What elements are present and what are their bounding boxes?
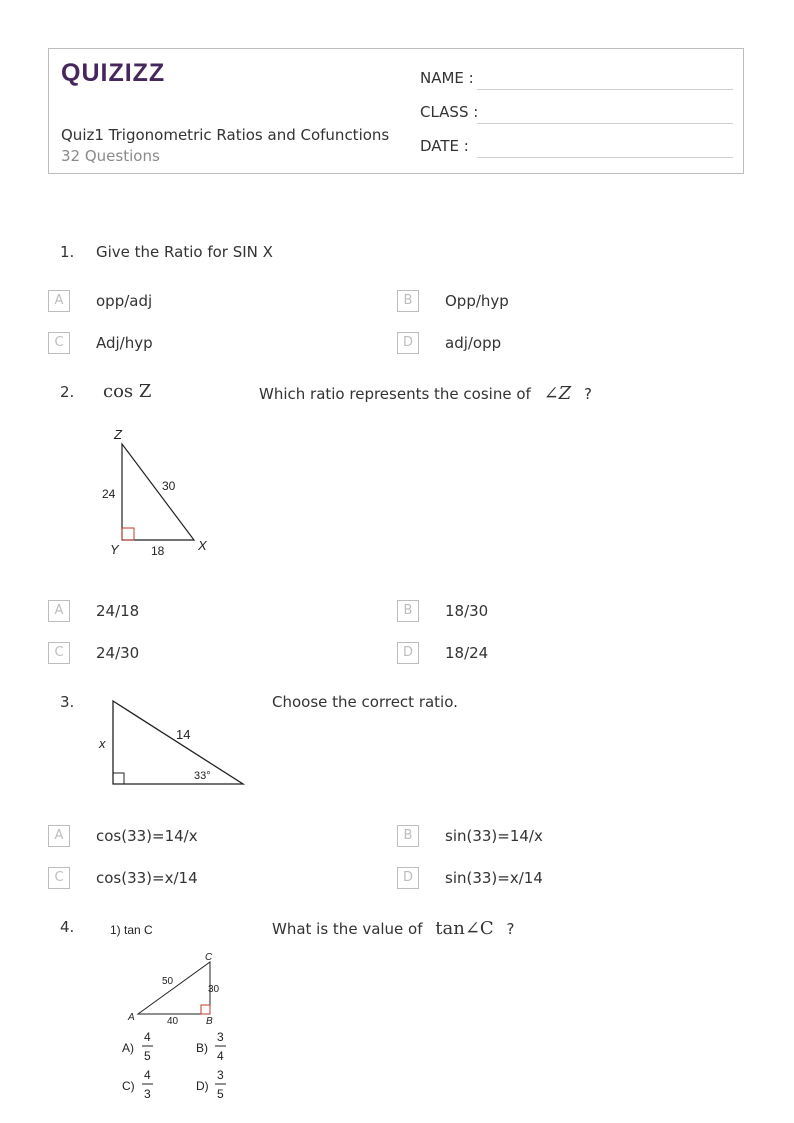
side-zx-label: 30 — [162, 479, 176, 493]
option-a-box[interactable]: A — [48, 290, 70, 312]
option-a-text: cos(33)=14/x — [96, 827, 198, 845]
option-d-text: 18/24 — [445, 644, 489, 662]
vertex-z-label: Z — [114, 427, 122, 442]
option-c-text: Adj/hyp — [96, 334, 153, 352]
option-d-box[interactable]: D — [397, 332, 419, 354]
vertex-b-label: B — [206, 1016, 213, 1027]
choice-c-num: 4 — [144, 1068, 151, 1082]
option-a-text: 24/18 — [96, 602, 140, 620]
worksheet-header — [48, 48, 744, 174]
vertex-y-label: Y — [110, 542, 119, 557]
angle-label: 33° — [194, 770, 211, 782]
choice-d-label: D) — [196, 1079, 209, 1093]
option-b-box[interactable]: B — [397, 600, 419, 622]
quizizz-logo: QUIZIZZ — [61, 59, 166, 87]
date-label: DATE : — [420, 137, 469, 155]
choice-c-den: 3 — [144, 1087, 151, 1101]
choice-a-label: A) — [122, 1041, 134, 1055]
question-text: Which ratio represents the cosine of ∠Z ? — [259, 383, 592, 404]
class-label: CLASS : — [420, 103, 479, 121]
class-field[interactable] — [477, 123, 733, 124]
choice-d-num: 3 — [217, 1068, 224, 1082]
question-number: 1. — [60, 243, 75, 261]
side-bc-label: 30 — [208, 984, 220, 995]
option-b-text: Opp/hyp — [445, 292, 509, 310]
name-label: NAME : — [420, 69, 474, 87]
tan-angle-c: tan∠C — [435, 918, 494, 939]
option-c-box[interactable]: C — [48, 332, 70, 354]
choice-a-num: 4 — [144, 1030, 151, 1044]
option-b-text: sin(33)=14/x — [445, 827, 543, 845]
option-d-text: sin(33)=x/14 — [445, 869, 543, 887]
side-x-label: x — [99, 736, 106, 751]
figure-prompt: 1) tan C — [110, 923, 153, 937]
choice-d-den: 5 — [217, 1087, 224, 1101]
question-text: Choose the correct ratio. — [272, 693, 458, 711]
option-b-box[interactable]: B — [397, 290, 419, 312]
question-number: 2. — [60, 383, 75, 401]
choice-a-den: 5 — [144, 1049, 151, 1063]
option-d-box[interactable]: D — [397, 642, 419, 664]
question-number: 4. — [60, 918, 75, 936]
option-a-text: opp/adj — [96, 292, 153, 310]
option-a-box[interactable]: A — [48, 825, 70, 847]
hypotenuse-label: 14 — [176, 727, 191, 742]
triangle-33-figure — [96, 695, 251, 790]
name-field[interactable] — [477, 89, 733, 90]
option-d-box[interactable]: D — [397, 867, 419, 889]
date-field[interactable] — [477, 157, 733, 158]
side-ab-label: 40 — [167, 1016, 179, 1027]
option-b-text: 18/30 — [445, 602, 489, 620]
side-ac-label: 50 — [162, 976, 174, 987]
side-zy-label: 24 — [102, 487, 116, 501]
question-math-label: cos Z — [103, 381, 152, 402]
question-number: 3. — [60, 693, 75, 711]
option-c-text: 24/30 — [96, 644, 140, 662]
question-count: 32 Questions — [61, 147, 160, 165]
choice-c-label: C) — [122, 1079, 135, 1093]
triangle-abc-figure — [106, 918, 246, 1108]
option-c-box[interactable]: C — [48, 867, 70, 889]
option-b-box[interactable]: B — [397, 825, 419, 847]
quiz-title: Quiz1 Trigonometric Ratios and Cofunctions — [61, 126, 390, 144]
vertex-a-label: A — [128, 1012, 135, 1023]
triangle-zyx-figure — [96, 420, 226, 565]
vertex-x-label: X — [198, 538, 207, 553]
option-a-box[interactable]: A — [48, 600, 70, 622]
choice-b-num: 3 — [217, 1030, 224, 1044]
question-text: What is the value of tan∠C ? — [272, 918, 515, 939]
choice-b-label: B) — [196, 1041, 208, 1055]
option-d-text: adj/opp — [445, 334, 502, 352]
vertex-c-label: C — [205, 952, 213, 963]
choice-b-den: 4 — [217, 1049, 224, 1063]
option-c-text: cos(33)=x/14 — [96, 869, 198, 887]
side-yx-label: 18 — [151, 544, 165, 558]
angle-z: ∠Z — [543, 383, 572, 404]
question-text: Give the Ratio for SIN X — [96, 243, 273, 261]
option-c-box[interactable]: C — [48, 642, 70, 664]
